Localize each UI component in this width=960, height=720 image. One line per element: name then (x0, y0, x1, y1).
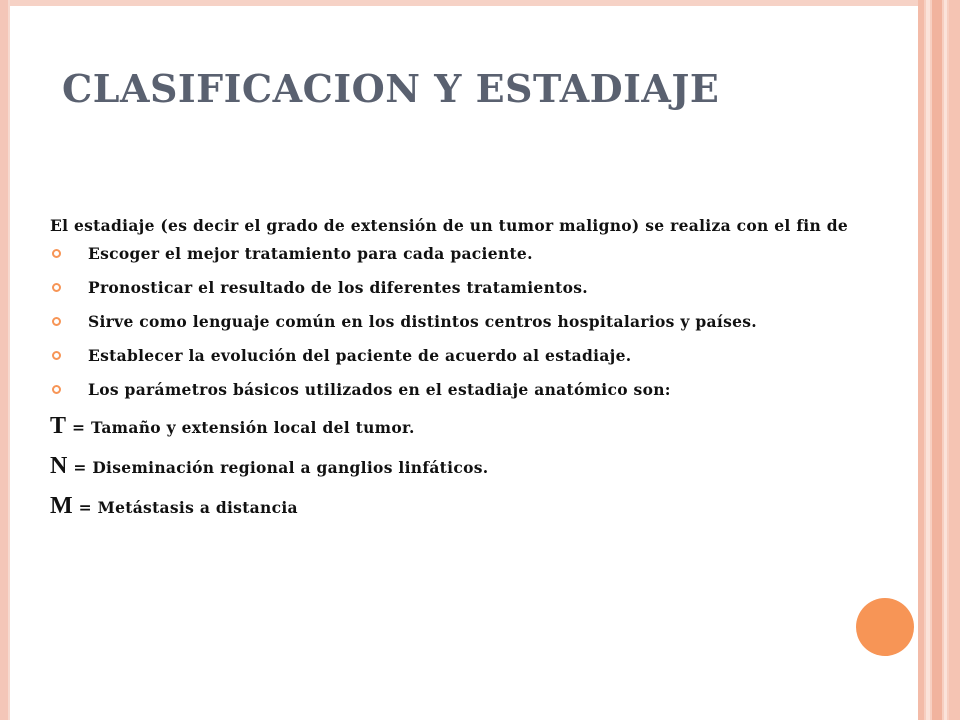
circle-bullet-icon (52, 249, 61, 258)
circle-bullet-icon (52, 351, 61, 360)
stripe (926, 0, 930, 720)
tnm-row-m (50, 490, 880, 524)
list-item (50, 346, 880, 366)
bullet-text: Establecer la evolución del paciente de acuerdo al estadiaje. (88, 346, 632, 365)
bullet-list (50, 244, 880, 400)
list-item (50, 278, 880, 298)
tnm-text: = Diseminación regional a ganglios linfáticos. (67, 458, 489, 477)
circle-bullet-icon (52, 385, 61, 394)
slide-title: CLASIFICACION Y ESTADIAJE (62, 66, 720, 111)
stripe (918, 0, 924, 720)
list-item (50, 312, 880, 332)
tnm-row-t (50, 410, 880, 444)
slide-content (50, 214, 880, 530)
circle-bullet-icon (52, 317, 61, 326)
tnm-letter: N (50, 453, 68, 479)
left-border (0, 0, 10, 720)
list-item (50, 380, 880, 400)
list-item (50, 244, 880, 264)
bullet-text: Los parámetros básicos utilizados en el estadiaje anatómico son: (88, 380, 671, 399)
intro-text: El estadiaje (es decir el grado de extensión de un tumor maligno) se realiza con el fin de (50, 216, 849, 235)
bullet-text: Pronosticar el resultado de los diferentes tratamientos. (88, 278, 588, 297)
tnm-row-n (50, 450, 880, 484)
tnm-letter: T (50, 413, 67, 439)
circle-bullet-icon (52, 283, 61, 292)
orange-circle-decoration (856, 598, 914, 656)
tnm-definitions (50, 410, 880, 524)
tnm-text: = Tamaño y extensión local del tumor. (66, 418, 415, 437)
right-stripes-decoration (918, 0, 960, 720)
tnm-letter: M (50, 493, 73, 519)
top-border (0, 0, 920, 6)
bullet-text: Sirve como lenguaje común en los distintos centros hospitalarios y países. (88, 312, 757, 331)
bullet-text: Escoger el mejor tratamiento para cada paciente. (88, 244, 533, 263)
stripe (932, 0, 942, 720)
stripe (949, 0, 960, 720)
stripe (944, 0, 947, 720)
tnm-text: = Metástasis a distancia (72, 498, 298, 517)
